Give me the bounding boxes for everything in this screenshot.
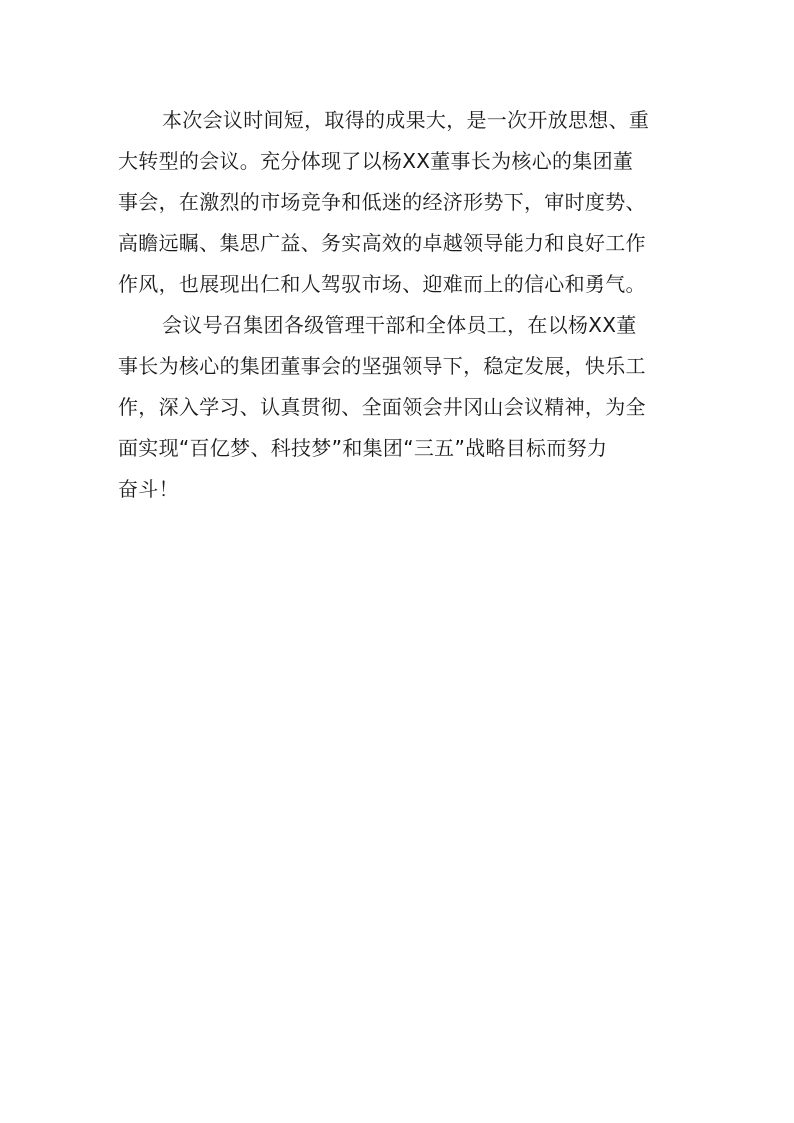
paragraph-line: 高瞻远瞩、集思广益、务实高效的卓越领导能力和良好工作: [118, 231, 646, 255]
paragraph-line: 作，深入学习、认真贯彻、全面领会井冈山会议精神，为全: [118, 395, 646, 419]
paragraph-line: 作风，也展现出仁和人驾驭市场、迎难而上的信心和勇气。: [118, 272, 646, 296]
paragraph-line: 本次会议时间短，取得的成果大，是一次开放思想、重: [162, 108, 650, 132]
paragraph-2: [118, 305, 688, 510]
paragraph-line: 会议号召集团各级管理干部和全体员工，在以杨XX董: [162, 313, 637, 337]
paragraph-line: 奋斗！: [118, 477, 179, 501]
paragraph-line: 面实现“百亿梦、科技梦”和集团“三五”战略目标而努力: [118, 436, 608, 460]
paragraph-line: 事会，在激烈的市场竞争和低迷的经济形势下，审时度势、: [118, 190, 646, 214]
paragraph-line: 大转型的会议。充分体现了以杨XX董事长为核心的集团董: [118, 149, 634, 173]
document-body: [118, 100, 688, 510]
paragraph-line: 事长为核心的集团董事会的坚强领导下，稳定发展，快乐工: [118, 354, 646, 378]
paragraph-1: [118, 100, 688, 305]
